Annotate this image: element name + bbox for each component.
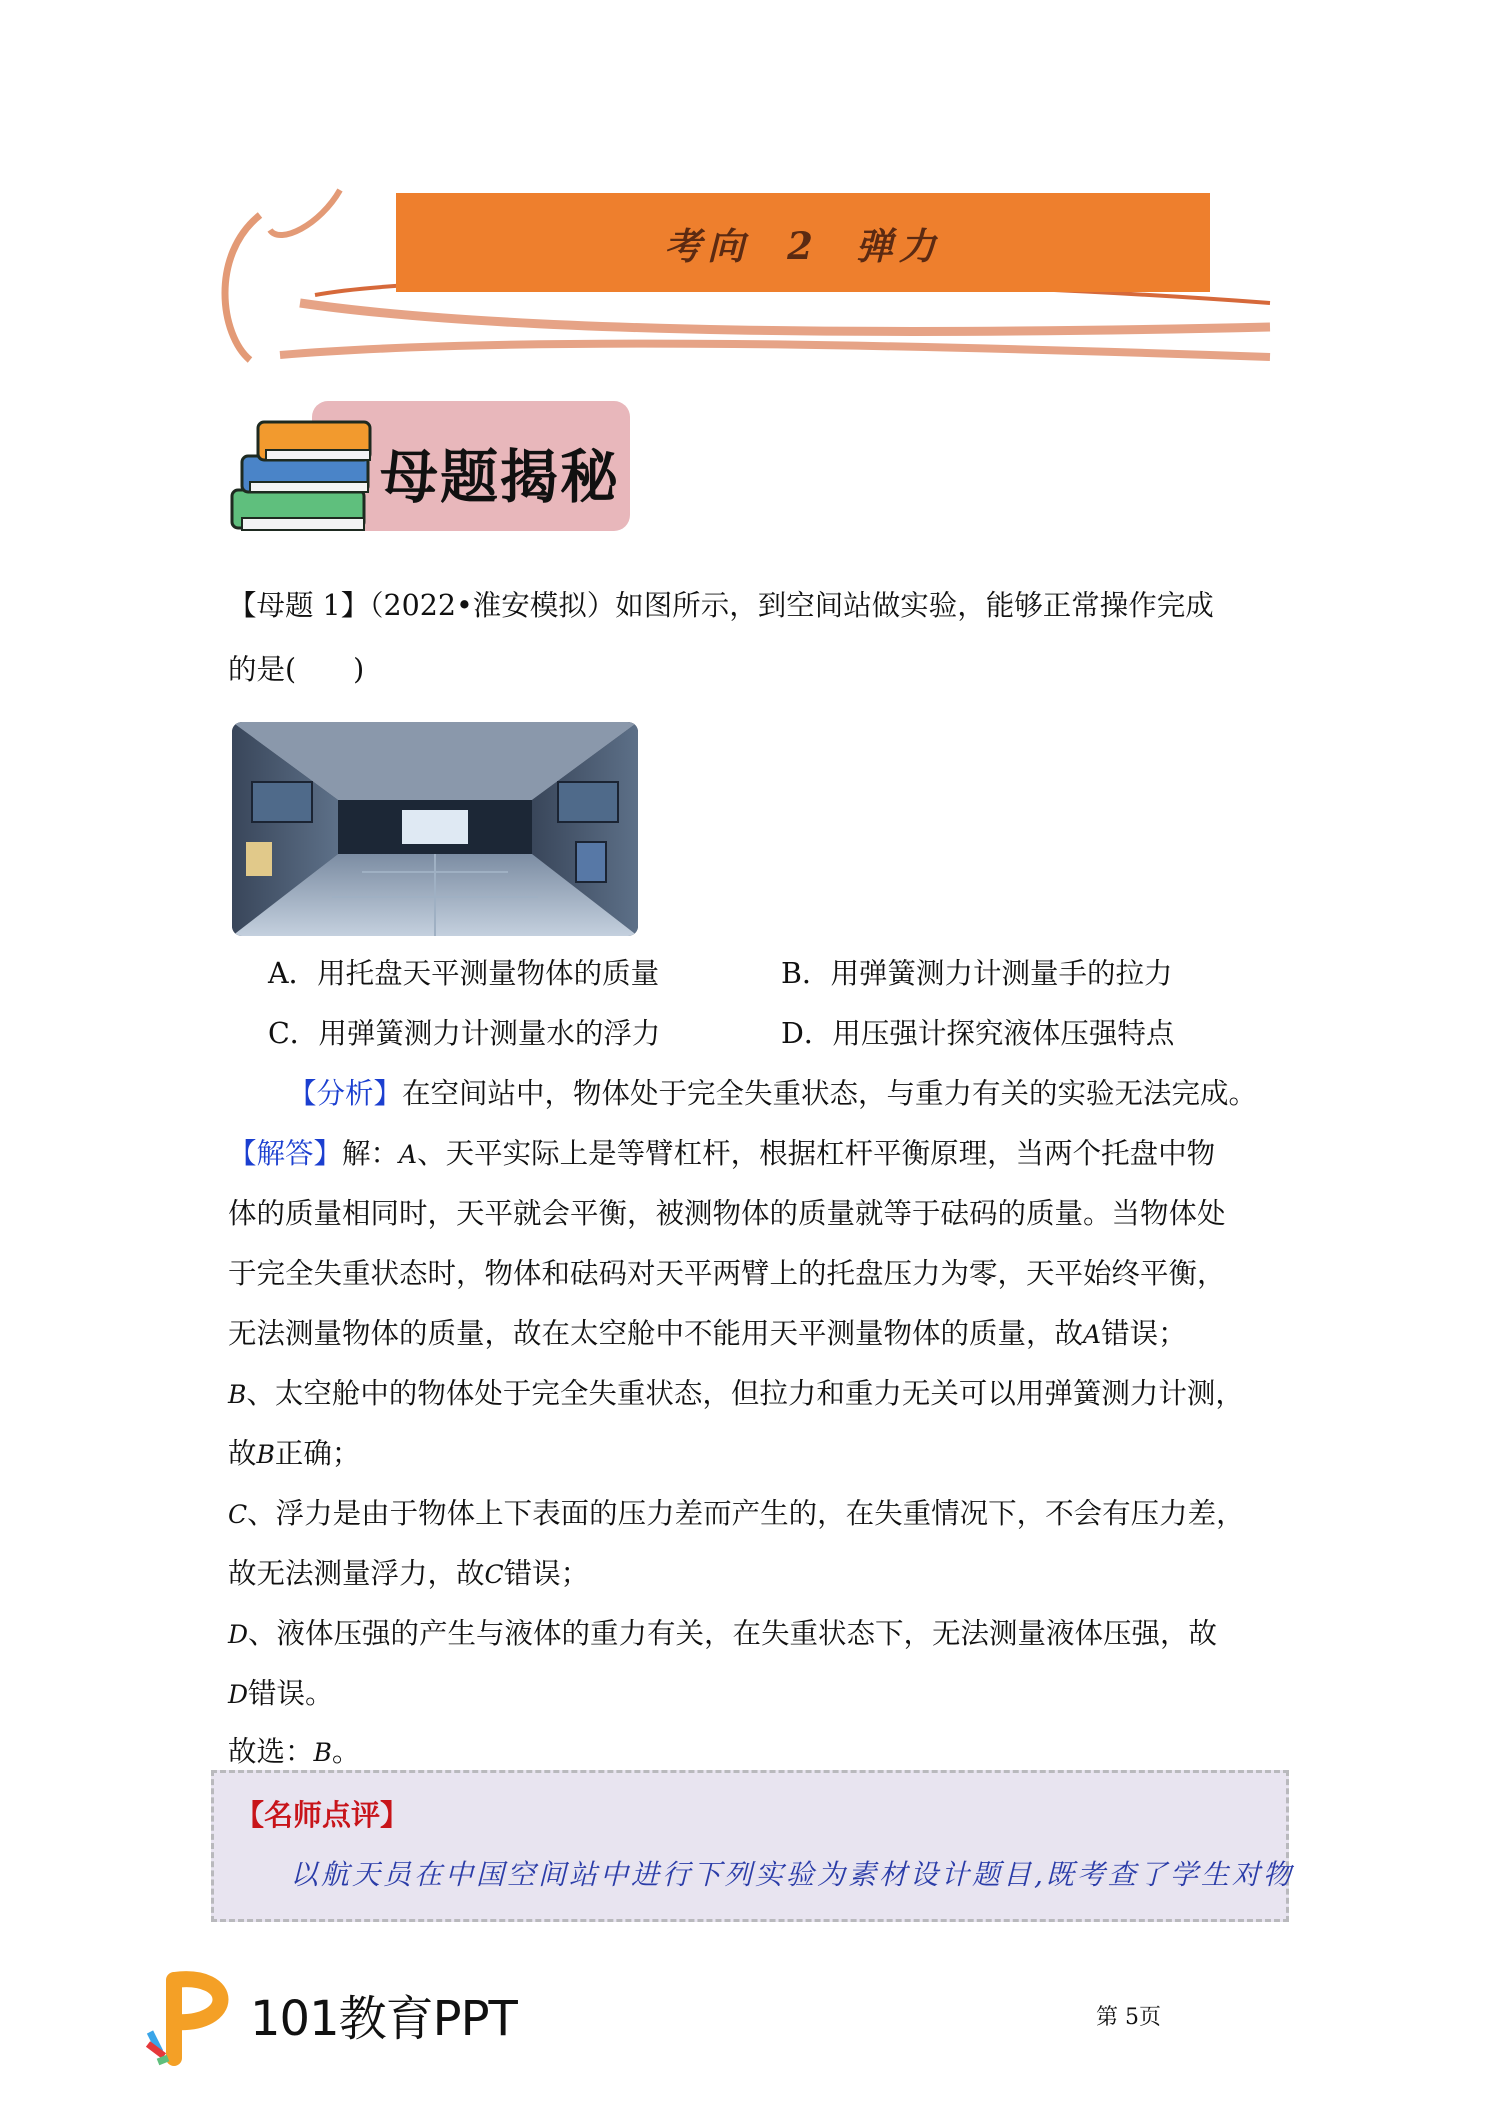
option-b-text: 用弹簧测力计测量手的拉力 [830,957,1173,990]
question-stem-line-2: 的是( ) [228,653,365,686]
answer-line-3: 于完全失重状态时，物体和砝码对天平两臂上的托盘压力为零，天平始终平衡， [228,1257,1226,1290]
page-number: 第 5页 [1096,2005,1161,2030]
answer-line-5 [228,1374,1244,1415]
section-header-title: 考向 2 弹力 [664,223,942,268]
answer-line-7 [228,1494,1245,1535]
option-b-key: B． [781,957,831,990]
answer-choice-value: B [313,1738,332,1767]
answer-label: 【解答】 [228,1137,343,1170]
answer-text: 错误； [1101,1317,1187,1350]
option-a-key: A． [268,957,318,990]
logo-text: 101教育PPT [250,1991,517,2047]
answer-text: 故选： [228,1735,314,1768]
space-station-photo [232,722,638,936]
section-header-banner [396,193,1210,292]
answer-text: 故无法测量浮力，故 [228,1557,485,1590]
analysis-text: 在空间站中，物体处于完全失重状态，与重力有关的实验无法完成。 [402,1077,1258,1110]
answer-option-ref: C [228,1500,248,1529]
answer-option-ref: A [1083,1320,1102,1349]
option-d [781,1014,1174,1054]
answer-option-ref: B [228,1380,247,1409]
question-stem-text: （2022•淮安模拟）如图所示，到空间站做实验，能够正常操作完成 [369,589,1214,622]
teacher-comment-text: 以航天员在中国空间站中进行下列实验为素材设计题目,既考查了学生对物 [290,1858,1294,1891]
answer-text: 故 [228,1437,257,1470]
answer-line-8 [228,1554,589,1595]
option-b [781,954,1172,994]
option-d-key: D． [781,1017,833,1050]
option-d-text: 用压强计探究液体压强特点 [832,1017,1175,1050]
answer-text: 、天平实际上是等臂杠杆，根据杠杆平衡原理，当两个托盘中物 [417,1137,1216,1170]
answer-option-ref: B [256,1440,275,1469]
answer-line-1 [228,1134,1215,1175]
question-stem-line-1 [228,586,1214,626]
answer-option-ref: C [484,1560,504,1589]
logo-icon [140,1966,240,2066]
books-icon [228,418,378,558]
answer-text: 、太空舱中的物体处于完全失重状态，但拉力和重力无关可以用弹簧测力计测， [246,1377,1244,1410]
teacher-comment-label: 【名师点评】 [235,1798,410,1832]
answer-text: 错误； [503,1557,590,1590]
answer-option-ref: D [228,1680,249,1709]
option-a-text: 用托盘天平测量物体的质量 [317,957,660,990]
analysis-label: 【分析】 [288,1077,403,1110]
option-c [268,1014,660,1054]
answer-text: 、液体压强的产生与液体的重力有关，在失重状态下，无法测量液体压强，故 [248,1617,1218,1650]
answer-text: 错误。 [248,1677,334,1710]
analysis-paragraph [288,1074,1257,1114]
question-label: 【母题 1】 [228,589,370,622]
answer-text: 解： [342,1137,400,1170]
answer-text: 正确； [274,1437,361,1470]
answer-line-4 [228,1314,1187,1355]
answer-text: 、浮力是由于物体上下表面的压力差而产生的，在失重情况下，不会有压力差， [247,1497,1245,1530]
answer-line-6 [228,1434,360,1475]
answer-option-ref: D [228,1620,249,1649]
answer-option-ref: A [399,1140,418,1169]
answer-text: 无法测量物体的质量，故在太空舱中不能用天平测量物体的质量，故 [228,1317,1084,1350]
section-badge-title: 母题揭秘 [380,443,621,511]
option-c-key: C． [268,1017,319,1050]
answer-line-2: 体的质量相同时，天平就会平衡，被测物体的质量就等于砝码的质量。当物体处 [228,1197,1226,1230]
answer-line-9 [228,1614,1217,1655]
option-c-text: 用弹簧测力计测量水的浮力 [318,1017,661,1050]
answer-line-10 [228,1674,334,1715]
answer-choice [228,1732,360,1773]
option-a [268,954,659,994]
answer-text: 。 [331,1735,361,1768]
